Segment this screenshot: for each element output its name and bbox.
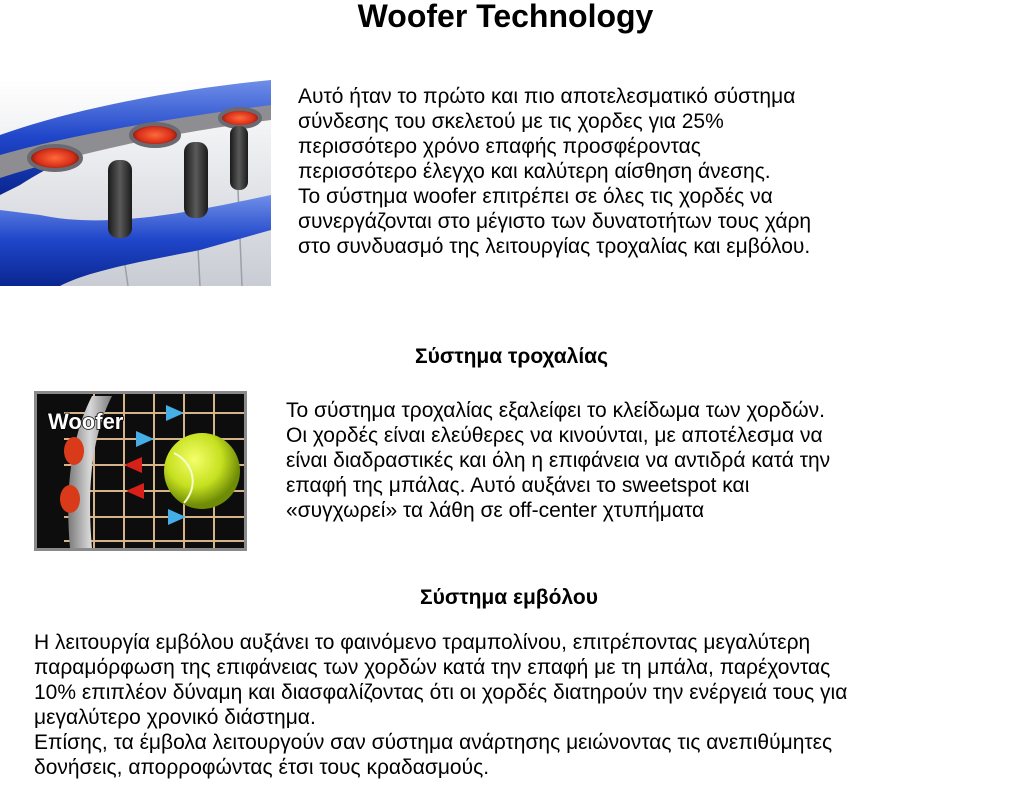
text-line: Το σύστημα woofer επιτρέπει σε όλες τις χορδές να bbox=[298, 185, 773, 208]
text-line: Αυτό ήταν το πρώτο και πιο αποτελεσματικό σύστημα bbox=[298, 85, 796, 108]
intro-paragraph bbox=[298, 84, 998, 259]
text-line: περισσότερο χρόνο επαφής προσφέροντας bbox=[298, 135, 701, 158]
woofer-image-label: Woofer bbox=[48, 409, 124, 434]
piston-system-heading: Σύστημα εμβόλου bbox=[420, 586, 598, 609]
text-line: δονήσεις, απορροφώντας έτσι τους κραδασμούς. bbox=[34, 756, 490, 779]
pulley-system-heading: Σύστημα τροχαλίας bbox=[415, 345, 608, 368]
text-line: μεγαλύτερο χρονικό διάστημα. bbox=[34, 706, 316, 729]
text-line: 10% επιπλέον δύναμη και διασφαλίζοντας ότι οι χορδές διατηρούν την ενέργειά τους για bbox=[34, 681, 848, 704]
text-line: Οι χορδές είναι ελεύθερες να κινούνται, με αποτέλεσμα να bbox=[286, 424, 823, 447]
text-line: Επίσης, τα έμβολα λειτουργούν σαν σύστημα ανάρτησης μειώνοντας τις ανεπιθύμητες bbox=[34, 731, 833, 754]
text-line: στο συνδυασμό της λειτουργίας τροχαλίας και εμβόλου. bbox=[298, 235, 811, 258]
text-line: Το σύστημα τροχαλίας εξαλείφει το κλείδωμα των χορδών. bbox=[286, 399, 825, 422]
pulley-system-image bbox=[34, 391, 247, 551]
pulley-system-paragraph bbox=[286, 398, 996, 523]
text-line: παραμόρφωση της επιφάνειας των χορδών κατά την επαφή με τη μπάλα, παρέχοντας bbox=[34, 656, 831, 679]
text-line: επαφή της μπάλας. Αυτό αυξάνει το sweetspot και bbox=[286, 474, 750, 497]
text-line: συνεργάζονται στο μέγιστο των δυνατοτήτων τους χάρη bbox=[298, 210, 812, 233]
text-line: σύνδεσης του σκελετού με τις χορδες για 25% bbox=[298, 110, 724, 133]
text-line: είναι διαδραστικές και όλη η επιφάνεια να αντιδρά κατά την bbox=[286, 449, 831, 472]
text-line: Η λειτουργία εμβόλου αυξάνει το φαινόμενο τραμπολίνου, επιτρέποντας μεγαλύτερη bbox=[34, 631, 811, 654]
text-line: περισσότερο έλεγχο και καλύτερη αίσθηση άνεσης. bbox=[298, 160, 771, 183]
page-title: Woofer Technology bbox=[357, 0, 654, 34]
racket-frame-image bbox=[0, 80, 271, 286]
text-line: «συγχωρεί» τα λάθη σε off-center χτυπήματα bbox=[286, 499, 705, 522]
piston-system-paragraph bbox=[34, 630, 1011, 780]
